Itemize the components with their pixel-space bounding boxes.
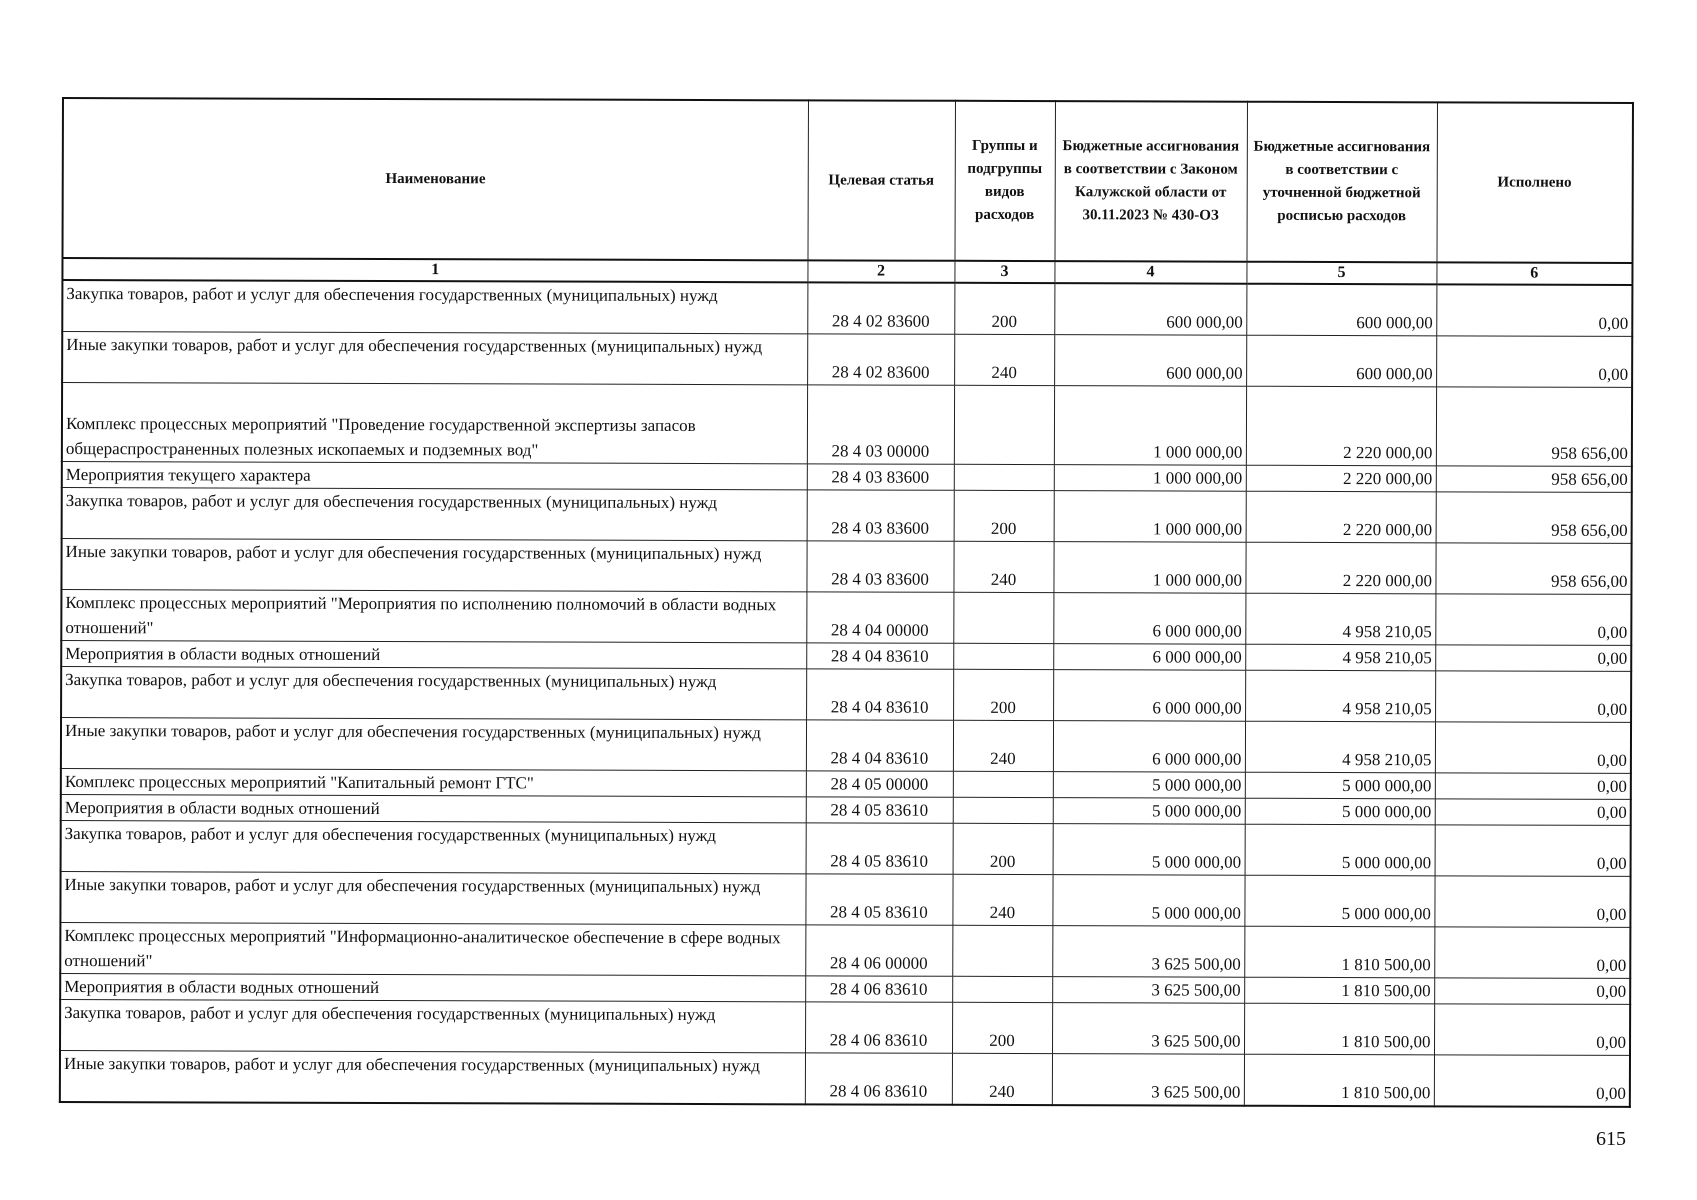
row-revised-amount: 2 220 000,00 <box>1246 465 1436 492</box>
row-target-article: 28 4 03 00000 <box>807 385 954 464</box>
row-target-article: 28 4 02 83600 <box>807 334 954 385</box>
table-row <box>62 488 1632 544</box>
table-row <box>61 820 1631 876</box>
row-name: Иные закупки товаров, работ и услуг для обеспечения государственных (муниципальных) нужд <box>60 871 805 924</box>
row-expense-group: 200 <box>954 490 1054 541</box>
row-target-article: 28 4 04 83610 <box>806 669 953 720</box>
row-target-article: 28 4 05 83610 <box>805 874 952 925</box>
row-name: Закупка товаров, работ и услуг для обеспечения государственных (муниципальных) нужд <box>61 820 806 873</box>
row-target-article: 28 4 02 83600 <box>807 282 954 334</box>
table-row <box>61 539 1631 595</box>
row-revised-amount: 1 810 500,00 <box>1244 1054 1434 1106</box>
row-target-article: 28 4 03 83600 <box>807 464 954 490</box>
table-row <box>61 590 1631 646</box>
row-law-amount: 5 000 000,00 <box>1052 875 1244 927</box>
row-law-amount: 6 000 000,00 <box>1053 593 1245 645</box>
row-expense-group <box>953 797 1053 823</box>
row-expense-group <box>952 925 1052 976</box>
row-target-article: 28 4 05 00000 <box>806 771 953 797</box>
row-name: Закупка товаров, работ и услуг для обеспечения государственных (муниципальных) нужд <box>62 280 807 334</box>
row-name: Иные закупки товаров, работ и услуг для обеспечения государственных (муниципальных) нужд <box>61 718 806 771</box>
row-executed-amount: 958 656,00 <box>1436 387 1632 467</box>
row-name: Мероприятия текущего характера <box>62 462 807 490</box>
row-expense-group: 240 <box>953 720 1053 771</box>
row-name: Мероприятия в области водных отношений <box>61 641 806 669</box>
row-law-amount: 6 000 000,00 <box>1053 670 1245 722</box>
row-name: Иные закупки товаров, работ и услуг для обеспечения государственных (муниципальных) нужд <box>62 332 807 385</box>
row-expense-group: 240 <box>954 334 1054 385</box>
header-name: Наименование <box>62 98 807 260</box>
row-target-article: 28 4 04 83610 <box>806 720 953 771</box>
row-target-article: 28 4 05 83610 <box>806 797 953 823</box>
row-target-article: 28 4 06 83610 <box>805 976 952 1002</box>
row-name: Комплекс процессных мероприятий "Информационно-аналитическое обеспечение в сфере водных отношений" <box>60 922 805 975</box>
row-executed-amount: 0,00 <box>1435 825 1631 877</box>
row-expense-group <box>954 385 1054 464</box>
header-target-article: Целевая статья <box>807 100 955 260</box>
row-name: Мероприятия в области водных отношений <box>60 973 805 1001</box>
row-law-amount: 1 000 000,00 <box>1054 386 1246 466</box>
row-executed-amount: 958 656,00 <box>1435 543 1631 595</box>
table-row <box>62 280 1632 336</box>
row-executed-amount: 958 656,00 <box>1436 466 1632 493</box>
row-revised-amount: 2 220 000,00 <box>1246 386 1436 466</box>
row-name: Комплекс процессных мероприятий "Проведение государственной экспертизы запасов общераспространенных полезных ископаемых и подземных вод" <box>62 383 807 464</box>
row-name: Комплекс процессных мероприятий "Мероприятия по исполнению полномочий в области водных отношений" <box>61 590 806 643</box>
row-expense-group: 240 <box>953 541 1053 592</box>
header-executed: Исполнено <box>1436 102 1633 263</box>
table-row <box>62 383 1632 467</box>
row-target-article: 28 4 03 83600 <box>807 490 954 541</box>
row-law-amount: 5 000 000,00 <box>1053 824 1245 876</box>
row-revised-amount: 2 220 000,00 <box>1245 542 1435 594</box>
row-law-amount: 5 000 000,00 <box>1053 772 1245 799</box>
row-revised-amount: 1 810 500,00 <box>1244 1003 1434 1055</box>
row-executed-amount: 958 656,00 <box>1436 492 1632 544</box>
column-number: 5 <box>1246 262 1436 285</box>
row-law-amount: 3 625 500,00 <box>1052 1003 1244 1055</box>
row-revised-amount: 1 810 500,00 <box>1244 926 1434 978</box>
row-name: Иные закупки товаров, работ и услуг для обеспечения государственных (муниципальных) нужд <box>60 1050 805 1104</box>
row-law-amount: 6 000 000,00 <box>1053 721 1245 773</box>
row-expense-group <box>953 771 1053 797</box>
row-law-amount: 1 000 000,00 <box>1053 542 1245 594</box>
row-executed-amount: 0,00 <box>1435 722 1631 774</box>
row-name: Комплекс процессных мероприятий "Капитальный ремонт ГТС" <box>61 768 806 796</box>
row-executed-amount: 0,00 <box>1435 594 1631 646</box>
row-executed-amount: 0,00 <box>1434 876 1630 928</box>
row-revised-amount: 600 000,00 <box>1246 335 1436 387</box>
row-name: Иные закупки товаров, работ и услуг для обеспечения государственных (муниципальных) нужд <box>61 539 806 592</box>
row-revised-amount: 5 000 000,00 <box>1245 772 1435 799</box>
row-expense-group: 200 <box>954 283 1054 335</box>
column-number: 4 <box>1054 261 1246 284</box>
row-revised-amount: 4 958 210,05 <box>1245 670 1435 722</box>
row-target-article: 28 4 04 00000 <box>806 592 953 643</box>
row-law-amount: 1 000 000,00 <box>1054 491 1246 543</box>
row-law-amount: 3 625 500,00 <box>1052 1054 1244 1106</box>
table-row <box>60 1050 1630 1106</box>
row-expense-group <box>954 464 1054 490</box>
row-expense-group: 240 <box>952 1053 1052 1105</box>
row-executed-amount: 0,00 <box>1434 927 1630 979</box>
table-row <box>60 871 1630 927</box>
row-revised-amount: 4 958 210,05 <box>1245 644 1435 671</box>
row-law-amount: 5 000 000,00 <box>1053 798 1245 825</box>
row-expense-group: 200 <box>953 823 1053 874</box>
header-row <box>62 98 1632 263</box>
row-executed-amount: 0,00 <box>1436 336 1632 388</box>
header-expense-groups: Группы и подгруппы видов расходов <box>954 101 1055 261</box>
row-executed-amount: 0,00 <box>1435 645 1631 672</box>
row-law-amount: 3 625 500,00 <box>1052 926 1244 978</box>
row-target-article: 28 4 06 00000 <box>805 925 952 976</box>
row-expense-group: 200 <box>952 1002 1052 1053</box>
table-row <box>60 999 1630 1055</box>
budget-sheet <box>59 97 1632 1108</box>
row-name: Закупка товаров, работ и услуг для обеспечения государственных (муниципальных) нужд <box>62 488 807 541</box>
row-revised-amount: 5 000 000,00 <box>1244 875 1434 927</box>
table-row <box>62 332 1632 388</box>
row-expense-group <box>953 592 1053 643</box>
row-executed-amount: 0,00 <box>1435 671 1631 723</box>
row-name: Закупка товаров, работ и услуг для обеспечения государственных (муниципальных) нужд <box>60 999 805 1052</box>
row-revised-amount: 5 000 000,00 <box>1245 824 1435 876</box>
row-expense-group <box>953 643 1053 669</box>
row-revised-amount: 1 810 500,00 <box>1244 977 1434 1004</box>
row-executed-amount: 0,00 <box>1435 799 1631 826</box>
column-number: 6 <box>1436 262 1632 285</box>
header-law-allocations: Бюджетные ассигнования в соответствии с Законом Калужской области от 30.11.2023 № 430-ОЗ <box>1054 101 1247 262</box>
row-expense-group: 240 <box>952 874 1052 925</box>
row-law-amount: 6 000 000,00 <box>1053 644 1245 671</box>
row-revised-amount: 2 220 000,00 <box>1246 491 1436 543</box>
row-revised-amount: 5 000 000,00 <box>1245 798 1435 825</box>
row-executed-amount: 0,00 <box>1435 773 1631 800</box>
row-revised-amount: 600 000,00 <box>1246 284 1436 336</box>
row-revised-amount: 4 958 210,05 <box>1245 721 1435 773</box>
row-revised-amount: 4 958 210,05 <box>1245 593 1435 645</box>
column-number: 2 <box>807 260 954 282</box>
column-number: 3 <box>954 261 1054 283</box>
row-target-article: 28 4 06 83610 <box>805 1002 952 1053</box>
row-law-amount: 600 000,00 <box>1054 283 1246 335</box>
row-target-article: 28 4 03 83600 <box>806 541 953 592</box>
row-executed-amount: 0,00 <box>1434 1055 1630 1107</box>
row-executed-amount: 0,00 <box>1436 284 1632 336</box>
column-number: 1 <box>62 258 807 282</box>
row-expense-group: 200 <box>953 669 1053 720</box>
row-law-amount: 1 000 000,00 <box>1054 465 1246 492</box>
row-law-amount: 600 000,00 <box>1054 335 1246 387</box>
row-name: Закупка товаров, работ и услуг для обеспечения государственных (муниципальных) нужд <box>61 667 806 720</box>
row-executed-amount: 0,00 <box>1434 978 1630 1005</box>
row-executed-amount: 0,00 <box>1434 1004 1630 1056</box>
table-row <box>61 718 1631 774</box>
row-name: Мероприятия в области водных отношений <box>61 794 806 822</box>
row-law-amount: 3 625 500,00 <box>1052 977 1244 1004</box>
row-expense-group <box>952 976 1052 1002</box>
row-target-article: 28 4 05 83610 <box>806 823 953 874</box>
header-revised-allocations: Бюджетные ассигнования в соответствии с уточненной бюджетной росписью расходов <box>1246 102 1437 263</box>
row-target-article: 28 4 04 83610 <box>806 643 953 669</box>
budget-table <box>59 97 1634 1108</box>
row-target-article: 28 4 06 83610 <box>805 1053 952 1105</box>
table-row <box>61 667 1631 723</box>
table-row <box>60 922 1630 978</box>
page-number: 615 <box>1596 1128 1626 1150</box>
